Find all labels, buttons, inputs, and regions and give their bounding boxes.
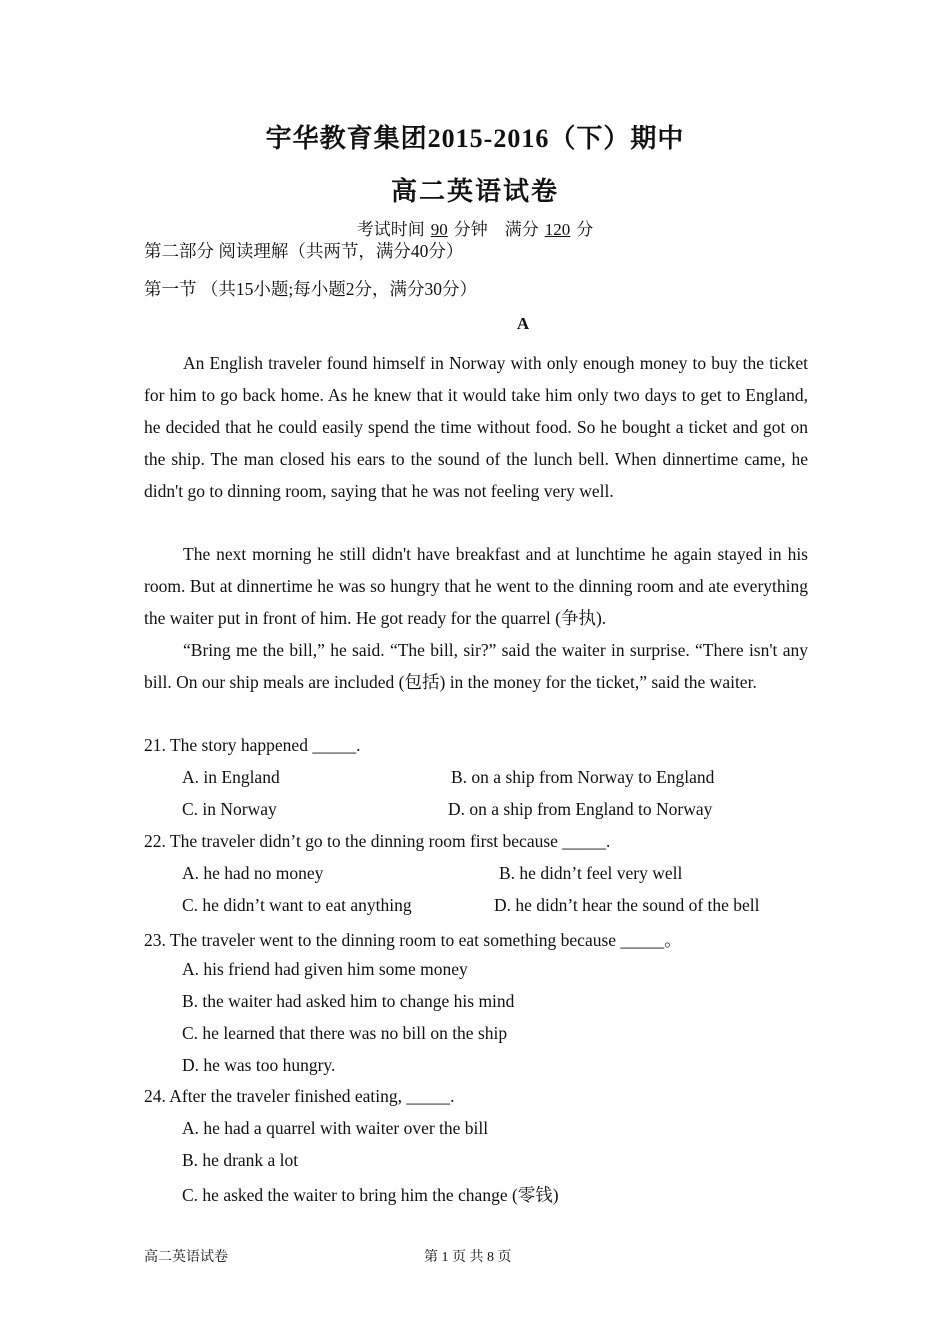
question-stem: 24. After the traveler finished eating, _____. (144, 1086, 455, 1106)
exam-info (0, 215, 950, 240)
question-option: C. he didn’t want to eat anything (182, 895, 412, 915)
question-stem: 21. The story happened _____. (144, 735, 361, 755)
question-option: D. on a ship from England to Norway (448, 799, 713, 819)
passage-letter: A (516, 314, 530, 333)
question-option: B. he didn’t feel very well (499, 863, 683, 883)
question-option: C. he asked the waiter to bring him the change (零钱) (182, 1185, 559, 1205)
full-marks-unit: 分 (576, 220, 594, 239)
full-marks-value: 120 (544, 220, 571, 239)
passage-paragraph-2: The next morning he still didn't have breakfast and at lunchtime he again stayed in his room. But at dinnertime he was so hungry that he went to the dinning room and ate everything the waiter put in front of him. He got ready for the quarrel (争执). (144, 544, 808, 628)
footer-title: 高二英语试卷 (144, 1250, 228, 1265)
exam-title: 宇华教育集团2015-2016（下）期中 (265, 124, 685, 153)
question-option: B. he drank a lot (182, 1150, 299, 1170)
question-option: A. he had no money (182, 863, 324, 883)
question-option: B. on a ship from Norway to England (451, 767, 715, 787)
question-option: A. his friend had given him some money (182, 959, 468, 979)
question-stem: 23. The traveler went to the dinning room to eat something because _____。 (144, 930, 682, 950)
section-heading: 第一节 （共15小题;每小题2分，满分30分） (144, 279, 477, 299)
question-option: C. in Norway (182, 799, 277, 819)
question-option: A. he had a quarrel with waiter over the bill (182, 1118, 489, 1138)
question-option: C. he learned that there was no bill on the ship (182, 1023, 508, 1043)
full-marks-label: 满分 (504, 220, 539, 239)
question-option: B. the waiter had asked him to change his mind (182, 991, 515, 1011)
exam-time-label: 考试时间 (356, 220, 425, 239)
question-option: D. he didn’t hear the sound of the bell (494, 895, 760, 915)
passage-paragraph-1: An English traveler found himself in Norway with only enough money to buy the ticket for him to go back home. As he knew that it would take him only two days to get to England, he decided that he could easily spend the time without food. So he bought a ticket and got on the ship. The man closed his ears to the sound of the lunch bell. When dinnertime came, he didn't go to dinning room, saying that he was not feeling very well. (144, 353, 808, 501)
passage-paragraph-3: “Bring me the bill,” he said. “The bill, sir?” said the waiter in surprise. “There isn't any bill. On our ship meals are included (包括) in the money for the ticket,” said the waiter. (144, 640, 808, 692)
exam-time-unit: 分钟 (453, 220, 488, 239)
exam-subtitle: 高二英语试卷 (390, 177, 559, 206)
part-heading: 第二部分 阅读理解（共两节，满分40分） (144, 241, 464, 261)
question-stem: 22. The traveler didn’t go to the dinning room first because _____. (144, 831, 611, 851)
question-option: A. in England (182, 767, 280, 787)
page-number: 第 1 页 共 8 页 (424, 1250, 512, 1265)
exam-time-value: 90 (430, 220, 448, 239)
question-option: D. he was too hungry. (182, 1055, 336, 1075)
